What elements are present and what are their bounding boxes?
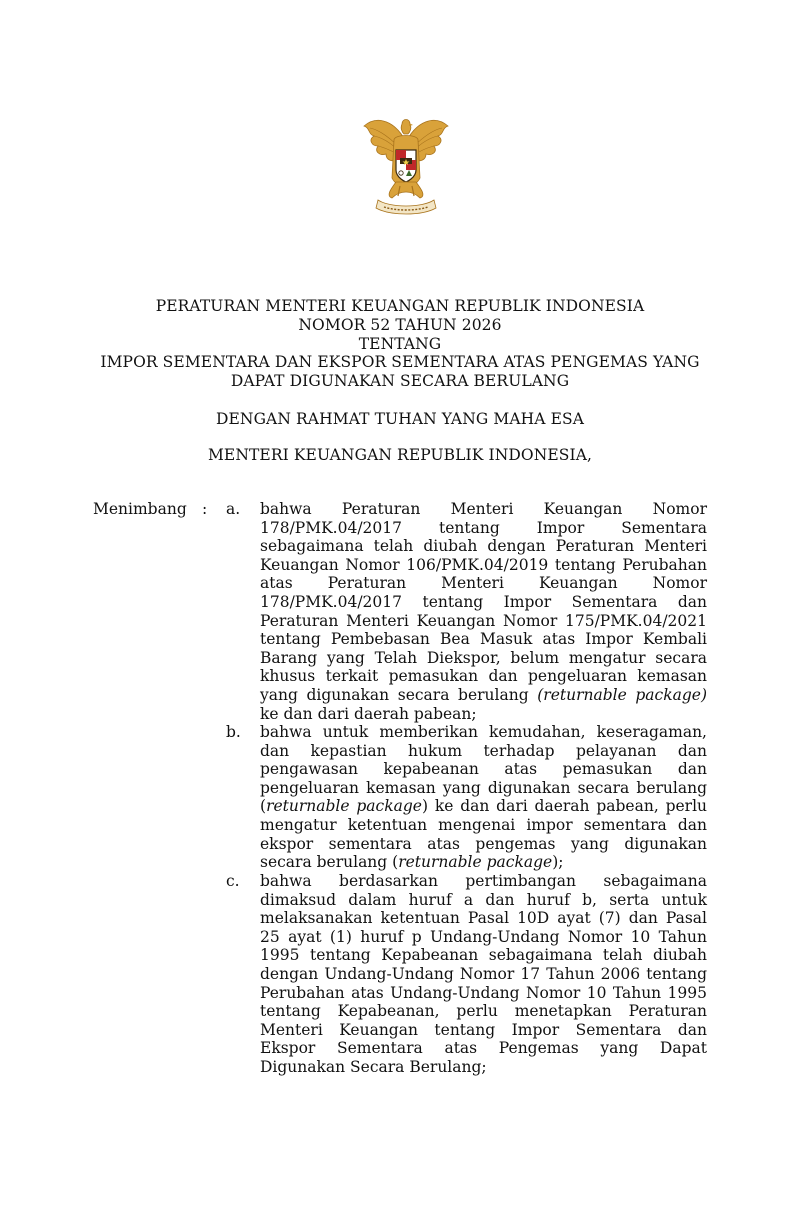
item-text: bahwa berdasarkan pertimbangan sebagaimana dimaksud dalam huruf a dan huruf b, serta untuk melaksanakan ketentuan Pasal 10D ayat (7) dan Pasal 25 ayat (1) huruf p Undang-Undang Nomor 10 Tahun 1995 tentang Kepabeanan sebagaimana telah diubah dengan Undang-Undang Nomor 17 Tahun 2006 tentang Perubahan atas Undang-Undang Nomor 10 Tahun 1995 tentang Kepabeanan, perlu menetapkan Peraturan Menteri Keuangan tentang Impor Sementara dan Ekspor Sementara atas Pengemas yang Dapat Digunakan Secara Berulang; — [260, 872, 707, 1076]
regulation-subject-line-1: IMPOR SEMENTARA DAN EKSPOR SEMENTARA ATAS PENGEMAS YANG — [100, 353, 700, 371]
garuda-pancasila-emblem-icon — [356, 112, 456, 220]
regulation-about-label: TENTANG — [358, 335, 442, 353]
item-marker: a. — [226, 500, 241, 518]
item-emphasis: returnable package — [398, 853, 553, 872]
considering-colon: : — [202, 500, 208, 518]
considering-label: Menimbang — [93, 500, 187, 518]
item-emphasis: returnable package — [266, 797, 422, 816]
item-marker: b. — [226, 723, 241, 741]
item-marker: c. — [226, 872, 240, 890]
regulation-subject-line-2: DAPAT DIGUNAKAN SECARA BERULANG — [230, 372, 570, 390]
divine-invocation: DENGAN RAHMAT TUHAN YANG MAHA ESA — [215, 410, 585, 428]
issuing-authority: MENTERI KEUANGAN REPUBLIK INDONESIA, — [207, 446, 593, 464]
regulation-number: NOMOR 52 TAHUN 2026 — [298, 316, 502, 334]
item-text: bahwa untuk memberikan kemudahan, keseragaman, dan kepastian hukum terhadap pelayanan dan pengawasan kepabeanan atas pemasukan dan pengeluaran kemasan yang digunakan secara berulang (returnable package) ke dan dari daerah pabean, perlu mengatur ketentuan mengenai impor sementara dan ekspor sementara atas pengemas yang digunakan secara berulang (returnable package); — [260, 723, 708, 872]
item-text: bahwa Peraturan Menteri Keuangan Nomor 178/PMK.04/2017 tentang Impor Sementara sebagaimana telah diubah dengan Peraturan Menteri Keuangan Nomor 106/PMK.04/2019 tentang Perubahan atas Peraturan Menteri Keuangan Nomor 178/PMK.04/2017 tentang Impor Sementara dan Peraturan Menteri Keuangan Nomor 175/PMK.04/2021 tentang Pembebasan Bea Masuk atas Impor Kembali Barang yang Telah Diekspor, belum mengatur secara khusus terkait pemasukan dan pengeluaran kemasan yang digunakan secara berulang (returnable package) ke dan dari daerah pabean; — [260, 500, 708, 723]
item-emphasis: (returnable package) — [537, 685, 708, 704]
regulation-title: PERATURAN MENTERI KEUANGAN REPUBLIK INDONESIA — [155, 297, 645, 315]
